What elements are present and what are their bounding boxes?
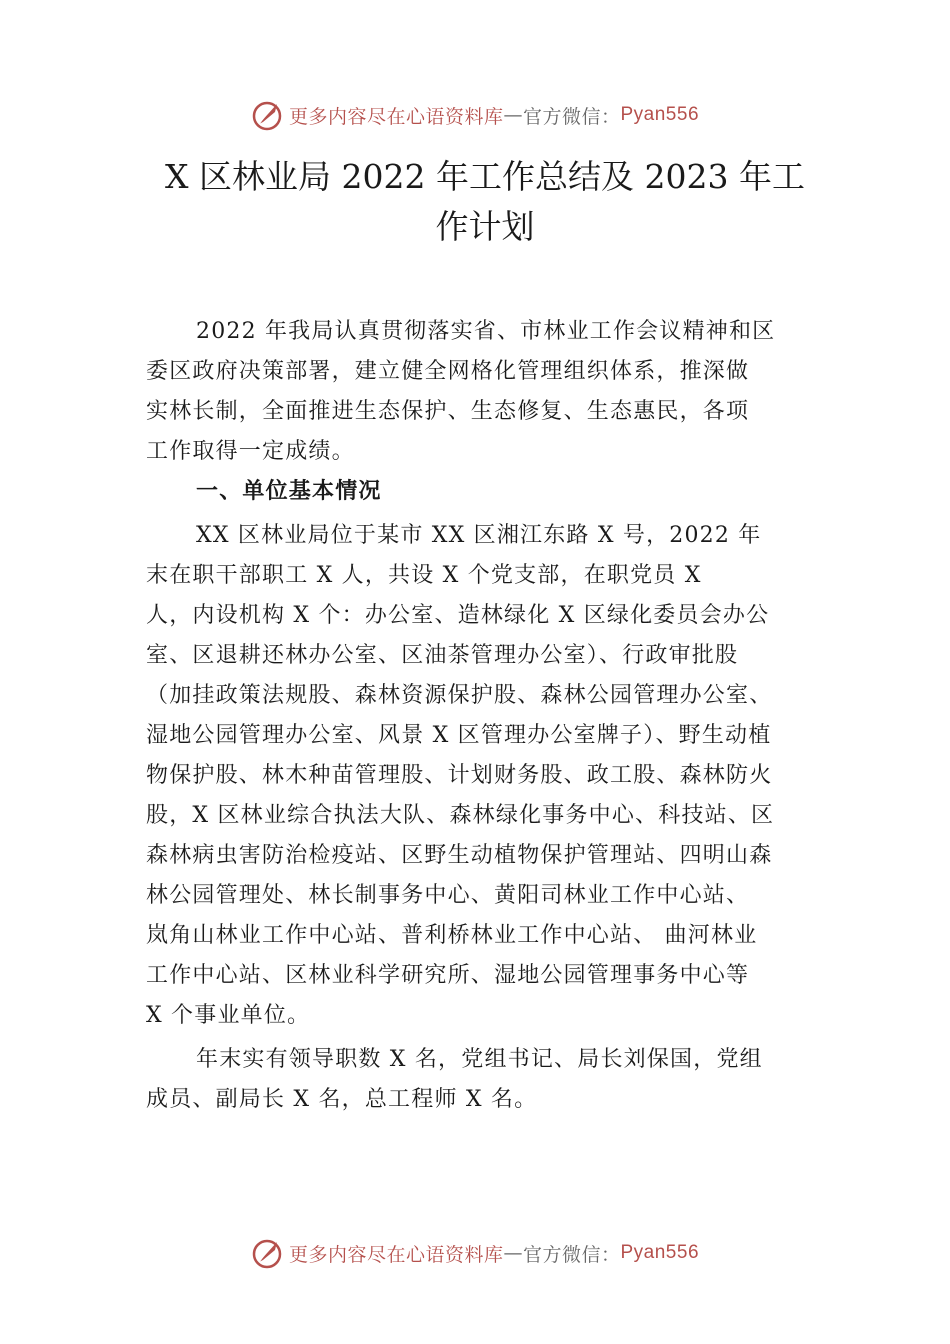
paragraph-line: XX 区林业局位于某市 XX 区湘江东路 X 号，2022 年 bbox=[196, 523, 762, 548]
paragraph-line: 委区政府决策部署，建立健全网格化管理组织体系，推深做 bbox=[146, 359, 750, 384]
paragraph-line: 2022 年我局认真贯彻落实省、市林业工作会议精神和区 bbox=[196, 319, 776, 344]
quill-logo-icon bbox=[251, 98, 285, 132]
document-title bbox=[140, 152, 830, 252]
paragraph-line: （加挂政策法规股、森林资源保护股、森林公园管理办公室、 bbox=[146, 683, 773, 708]
paragraph-unit-info bbox=[146, 516, 816, 1036]
watermark-dash: — bbox=[503, 104, 523, 126]
quill-logo-icon bbox=[251, 1236, 285, 1270]
document-body bbox=[146, 312, 816, 1120]
paragraph-line: 年末实有领导职数 X 名，党组书记、局长刘保国，党组 bbox=[196, 1047, 763, 1072]
paragraph-leadership bbox=[146, 1040, 816, 1120]
watermark-brand-text: 更多内容尽在心语资料库 bbox=[288, 1243, 504, 1266]
paragraph-line: 工作取得一定成绩。 bbox=[146, 439, 355, 464]
title-line-1: X 区林业局 2022 年工作总结及 2023 年工 bbox=[165, 157, 805, 196]
watermark-wechat-label: 官方微信： bbox=[522, 1243, 621, 1266]
footer-watermark bbox=[0, 1236, 950, 1270]
paragraph-line: 森林病虫害防治检疫站、区野生动植物保护管理站、四明山森 bbox=[146, 843, 773, 868]
watermark-wechat-id: Pyan556 bbox=[620, 104, 700, 125]
watermark-wechat-label: 官方微信： bbox=[522, 105, 621, 128]
paragraph-line: 室、区退耕还林办公室、区油茶管理办公室）、行政审批股 bbox=[146, 643, 739, 668]
section-heading-1: 一、单位基本情况 bbox=[196, 479, 382, 504]
watermark-dash: — bbox=[503, 1242, 523, 1264]
paragraph-line: 物保护股、林木种苗管理股、计划财务股、政工股、森林防火 bbox=[146, 763, 773, 788]
paragraph-line: 末在职干部职工 X 人，共设 X 个党支部，在职党员 X bbox=[146, 563, 702, 588]
paragraph-line: 实林长制，全面推进生态保护、生态修复、生态惠民，各项 bbox=[146, 399, 750, 424]
paragraph-line: 工作中心站、区林业科学研究所、湿地公园管理事务中心等 bbox=[146, 963, 750, 988]
paragraph-line: 林公园管理处、林长制事务中心、黄阳司林业工作中心站、 bbox=[146, 883, 750, 908]
paragraph-line: 股，X 区林业综合执法大队、森林绿化事务中心、科技站、区 bbox=[146, 803, 775, 828]
watermark-brand-text: 更多内容尽在心语资料库 bbox=[288, 105, 504, 128]
title-line-2: 作计划 bbox=[435, 207, 535, 246]
header-watermark bbox=[0, 98, 950, 132]
paragraph-intro bbox=[146, 312, 816, 472]
paragraph-line: 湿地公园管理办公室、风景 X 区管理办公室牌子）、野生动植 bbox=[146, 723, 772, 748]
paragraph-line: X 个事业单位。 bbox=[146, 1003, 311, 1028]
paragraph-line: 人，内设机构 X 个：办公室、造林绿化 X 区绿化委员会办公 bbox=[146, 603, 770, 628]
paragraph-line: 成员、副局长 X 名，总工程师 X 名。 bbox=[146, 1087, 538, 1112]
watermark-wechat-id: Pyan556 bbox=[620, 1242, 700, 1263]
paragraph-line: 岚角山林业工作中心站、普利桥林业工作中心站、 曲河林业 bbox=[146, 923, 758, 948]
